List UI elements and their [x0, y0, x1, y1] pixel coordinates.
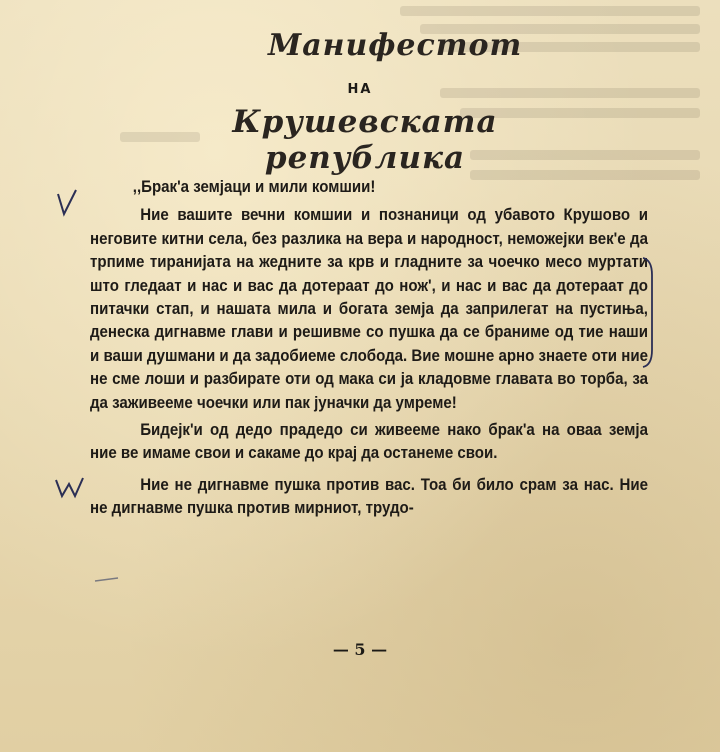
handwritten-check-mark — [52, 184, 82, 218]
title-connector: НА — [347, 82, 373, 97]
manifesto-subtitle: Крушевската република — [232, 104, 498, 176]
paragraph-2: Бидејк'и од дедо прадедо си живееме нако брак'а на оваа земја ние ве имаме свои и сакаме до крај да останеме свои. — [90, 421, 648, 463]
salutation: ,,Брак'а земјаци и мили комшии! — [132, 178, 376, 196]
paragraph-1: Ние вашите вечни комшии и познаници од убавото Крушово и неговите китни села, без разлика на вера и народност, неможејки век'е да трпиме тиранијата на жедните за крв и гладните за чоечко месо муртати што гледаат и нас и вас да дотераат до нож', и нас и вас да дотераат до питачки стап, и нашата мила и богата земја да заприлегат на пустиња, денеска дигнавме глави и решивме со пушка да се браниме од тие наши и ваши душмани и да задобиеме слобода. Вие мошне арно знаете оти ние не сме лоши и разбирате оти од мака си ја кладовме главата во торба, за да заживееме чоечки или пак јуначки да умреме! — [90, 206, 648, 412]
manifesto-body — [90, 176, 648, 521]
page-number: — 5 — — [332, 640, 388, 659]
handwritten-w-mark — [52, 474, 88, 502]
manifesto-title: Манифестот — [268, 28, 523, 63]
paragraph-3: Ние не дигнавме пушка против вас. Тоа би било срам за нас. Ние не дигнавме пушка против мирниот, трудо- — [90, 475, 648, 518]
pencil-dash-mark — [92, 574, 122, 586]
margin-bracket-mark — [640, 255, 660, 370]
